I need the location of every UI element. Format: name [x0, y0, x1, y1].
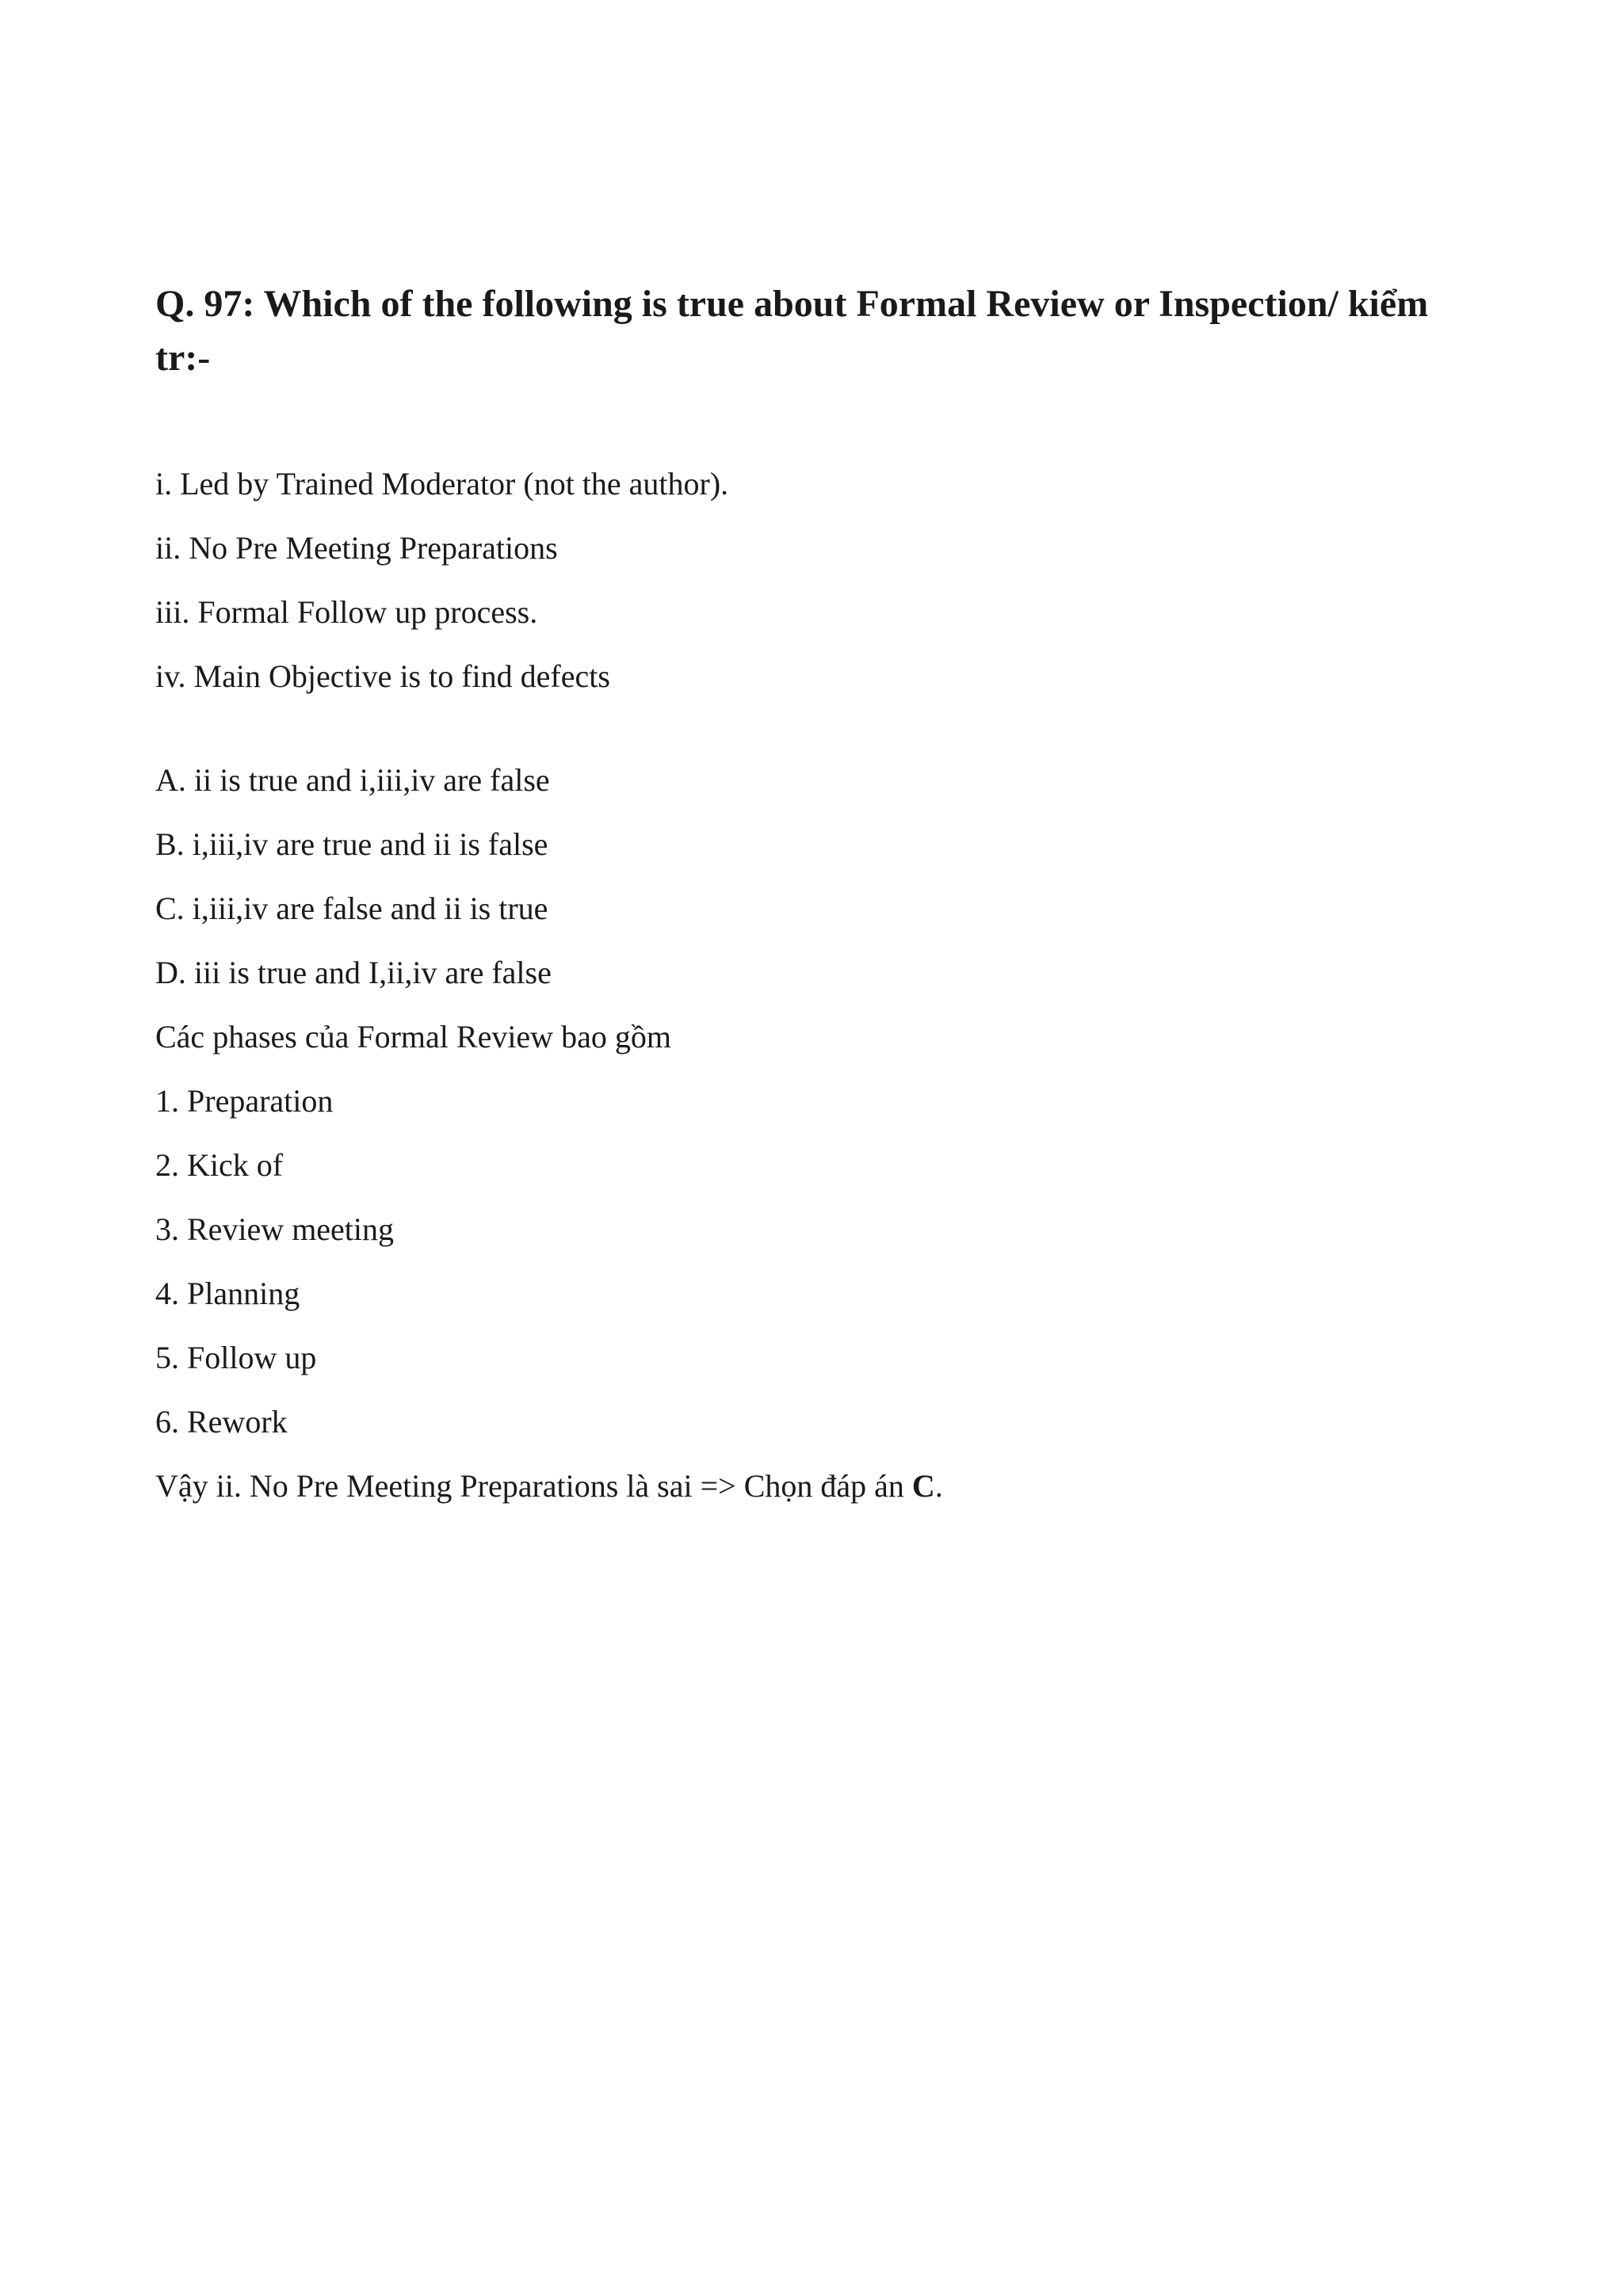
answer-options: [155, 761, 1471, 993]
question-title: Q. 97: Which of the following is true about Formal Review or Inspection/ kiểm tr:-: [155, 283, 1429, 379]
statement-item: ii. No Pre Meeting Preparations: [155, 530, 558, 566]
conclusion-text: Vậy ii. No Pre Meeting Preparations là sai => Chọn đáp án: [155, 1468, 912, 1504]
answer-letter: C: [911, 1468, 935, 1504]
option-c: C. i,iii,iv are false and ii is true: [155, 891, 548, 926]
phase-item: 3. Review meeting: [155, 1211, 395, 1247]
statement-item: i. Led by Trained Moderator (not the author).: [155, 466, 729, 502]
conclusion-end: .: [934, 1468, 943, 1504]
phases-intro: Các phases của Formal Review bao gồm: [155, 1019, 671, 1055]
phase-item: 5. Follow up: [155, 1340, 317, 1375]
explanation-section: [155, 1017, 1471, 1506]
statement-list: [155, 464, 1471, 696]
option-d: D. iii is true and I,ii,iv are false: [155, 955, 552, 990]
phase-item: 1. Preparation: [155, 1083, 334, 1119]
statement-item: iii. Formal Follow up process.: [155, 594, 538, 630]
phase-item: 2. Kick of: [155, 1147, 284, 1183]
conclusion: [155, 1466, 1471, 1506]
document-content: [155, 277, 1471, 1531]
option-a: A. ii is true and i,iii,iv are false: [155, 762, 550, 798]
phase-item: 4. Planning: [155, 1276, 300, 1311]
phase-item: 6. Rework: [155, 1404, 288, 1440]
option-b: B. i,iii,iv are true and ii is false: [155, 826, 548, 862]
statement-item: iv. Main Objective is to find defects: [155, 658, 610, 694]
